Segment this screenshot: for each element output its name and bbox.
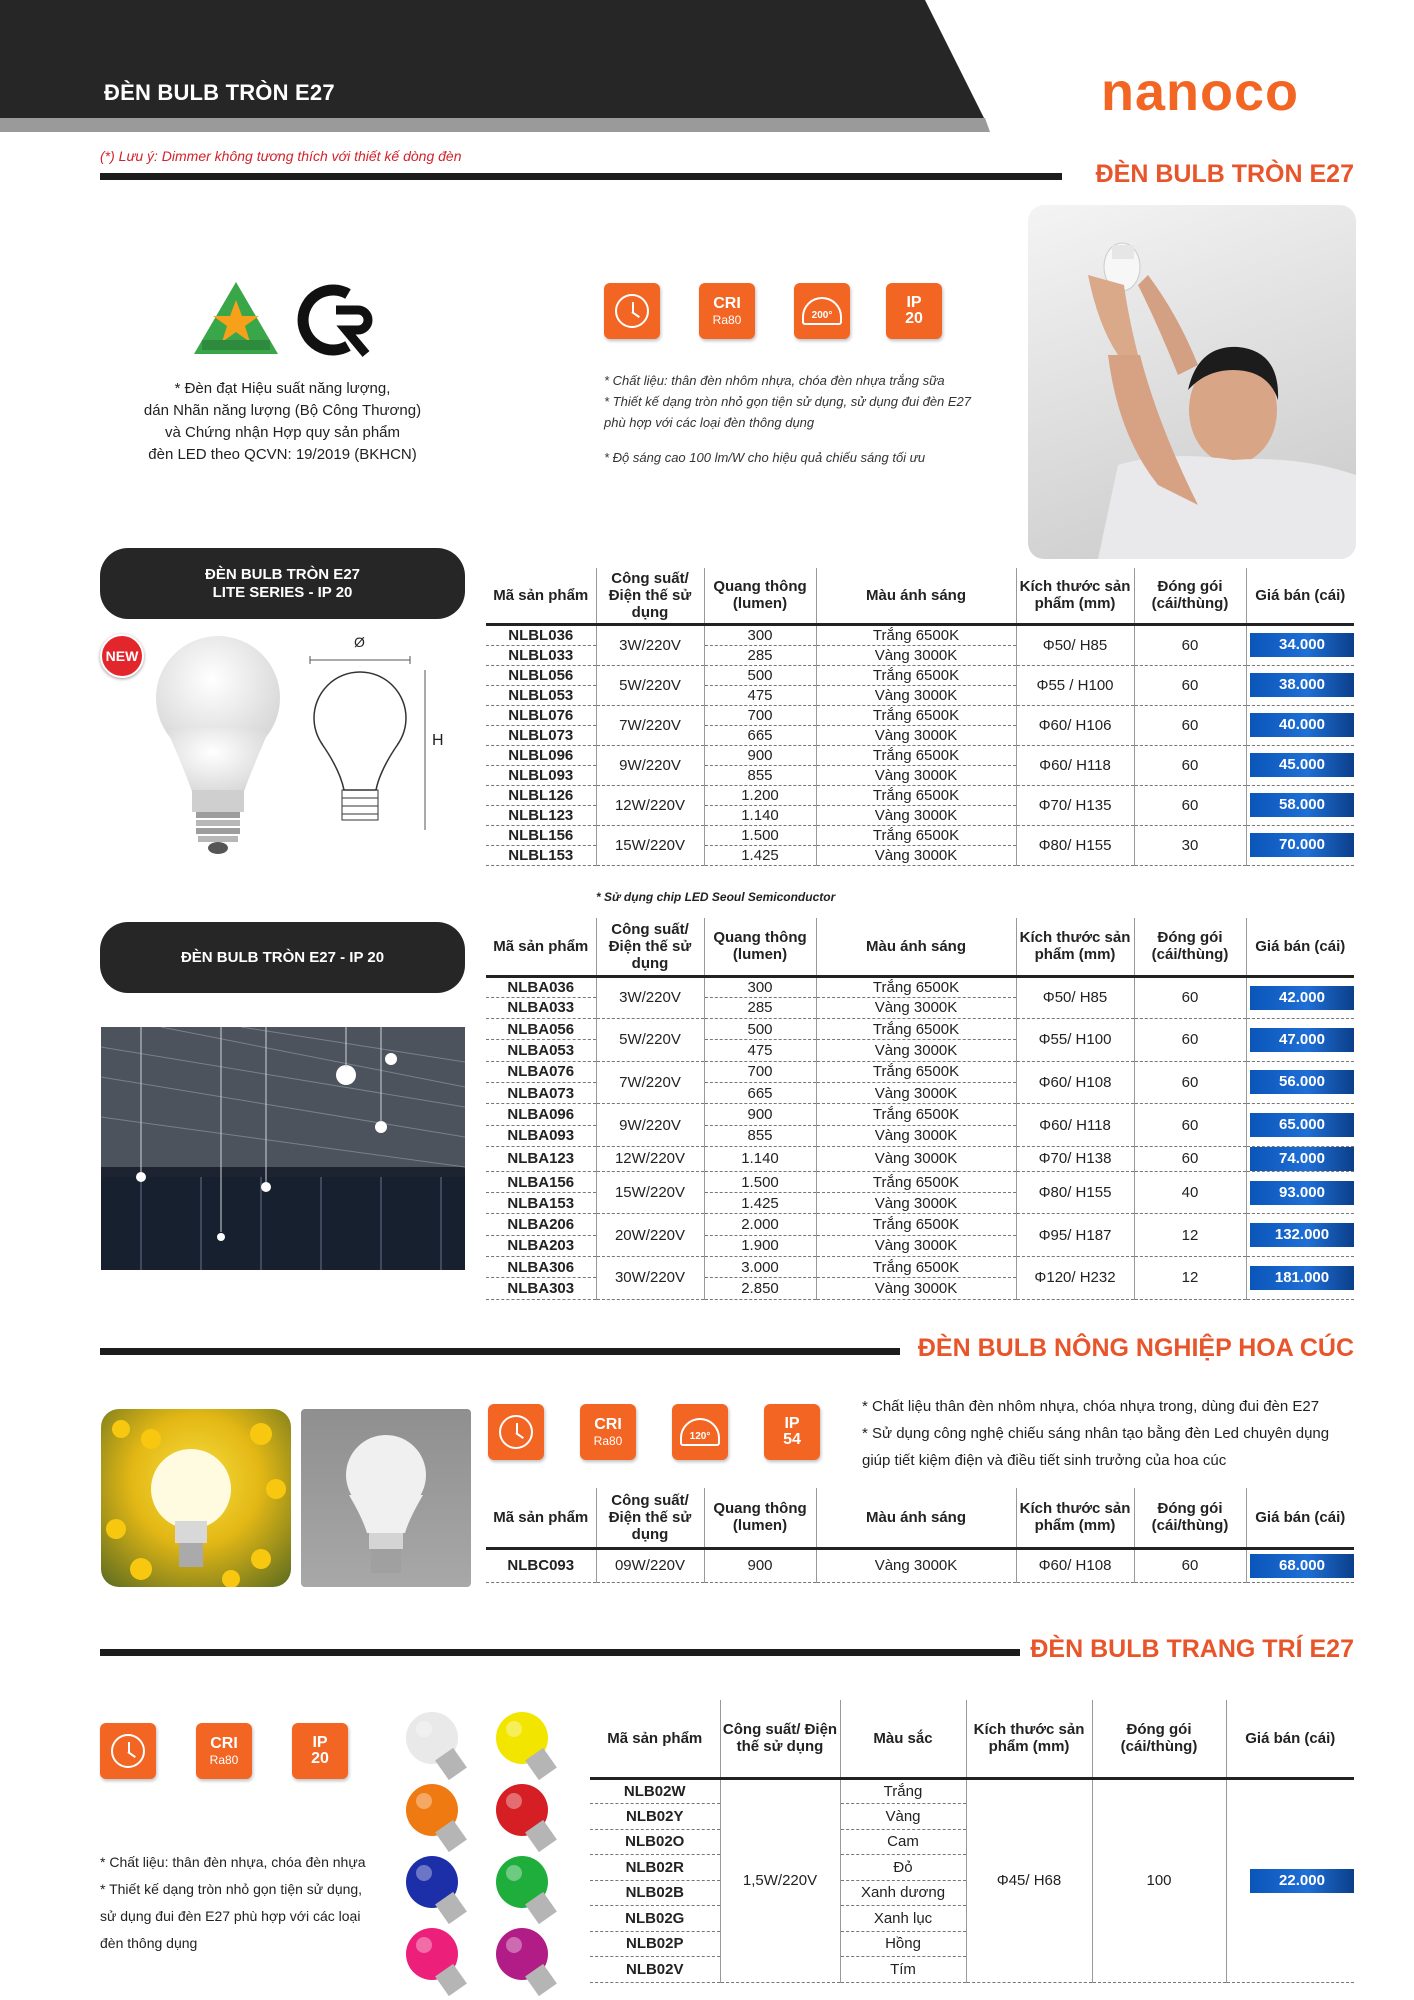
table-header-row — [486, 568, 1354, 624]
product-code: NLBA033 — [486, 997, 596, 1018]
lumen-cell: 900 — [704, 1104, 816, 1125]
light-color-cell: Trắng 6500K — [816, 1104, 1016, 1125]
light-color-cell: Vàng 3000K — [816, 1278, 1016, 1299]
price-tag: 132.000 — [1250, 1223, 1354, 1247]
ip-rating-icon: IP 54 — [764, 1404, 820, 1460]
column-header: Công suất/ Điện thế sử dụng — [596, 568, 704, 624]
table-row — [486, 1061, 1354, 1082]
lumen-cell: 855 — [704, 765, 816, 785]
table-row — [486, 1548, 1354, 1582]
product-code: NLBA306 — [486, 1257, 596, 1278]
pack-cell: 60 — [1134, 1104, 1246, 1147]
size-cell: Φ95/ H187 — [1016, 1214, 1134, 1257]
table-row — [486, 624, 1354, 645]
light-color-cell: Vàng 3000K — [816, 845, 1016, 865]
warehouse-photo — [101, 1027, 465, 1270]
color-bulb — [406, 1784, 467, 1852]
energy-label-icon — [192, 280, 280, 361]
column-header: Quang thông (lumen) — [704, 918, 816, 976]
lumen-cell: 700 — [704, 705, 816, 725]
lumen-cell: 300 — [704, 976, 816, 997]
column-header: Màu ánh sáng — [816, 568, 1016, 624]
table-row — [486, 1171, 1354, 1192]
table-row — [486, 705, 1354, 725]
cr-certification-icon — [296, 284, 374, 363]
product-code: NLB02Y — [590, 1804, 720, 1830]
color-name-cell: Vàng — [840, 1804, 966, 1830]
price-tag: 93.000 — [1250, 1181, 1354, 1205]
light-color-cell: Trắng 6500K — [816, 705, 1016, 725]
table-row — [590, 1778, 1354, 1804]
light-color-cell: Trắng 6500K — [816, 825, 1016, 845]
column-header: Công suất/ Điện thế sử dụng — [596, 1488, 704, 1548]
column-header: Kích thước sản phẩm (mm) — [966, 1700, 1092, 1778]
pack-cell: 12 — [1134, 1214, 1246, 1257]
lumen-cell: 1.425 — [704, 1193, 816, 1214]
power-cell: 20W/220V — [596, 1214, 704, 1257]
price-tag: 68.000 — [1250, 1554, 1354, 1578]
power-cell: 09W/220V — [596, 1548, 704, 1582]
color-bulb — [406, 1712, 467, 1780]
price-cell — [1246, 705, 1354, 745]
certification-text: * Đèn đạt Hiệu suất năng lượng, dán Nhãn năng lượng (Bộ Công Thương) và Chứng nhận Hợp quy sản phẩm đèn LED theo QCVN: 19/2019 (BKHCN) — [143, 380, 422, 463]
code-cell: NLBC093 — [486, 1548, 596, 1582]
table-row — [486, 1257, 1354, 1278]
brand-logo-text: nanoco — [1101, 64, 1300, 122]
size-cell: Φ60/ H106 — [1016, 705, 1134, 745]
size-cell: Φ55/ H100 — [1016, 1019, 1134, 1062]
product-code: NLBL153 — [486, 845, 596, 865]
color-name-cell: Hồng — [840, 1931, 966, 1957]
bulb-product-image — [148, 628, 288, 863]
lifetime-clock-icon — [100, 1723, 156, 1779]
price-tag: 74.000 — [1250, 1147, 1354, 1171]
light-color-cell: Vàng 3000K — [816, 1082, 1016, 1103]
lumen-cell: 300 — [704, 624, 816, 645]
color-bulb — [496, 1784, 557, 1852]
section-rule — [100, 173, 1062, 180]
product-code: NLB02G — [590, 1906, 720, 1932]
color-name-cell: Xanh dương — [840, 1880, 966, 1906]
product-code: NLBL156 — [486, 825, 596, 845]
price-cell — [1246, 624, 1354, 665]
lifetime-clock-icon — [488, 1404, 544, 1460]
price-cell — [1246, 1019, 1354, 1062]
lifetime-clock-icon — [604, 283, 660, 339]
lite-series-label: ĐÈN BULB TRÒN E27 LITE SERIES - IP 20 — [100, 548, 465, 619]
column-header: Đóng gói (cái/thùng) — [1134, 1488, 1246, 1548]
price-tag: 70.000 — [1250, 833, 1354, 857]
price-tag: 58.000 — [1250, 793, 1354, 817]
pack-cell: 60 — [1134, 976, 1246, 1019]
product-code: NLBA096 — [486, 1104, 596, 1125]
lumen-cell: 475 — [704, 685, 816, 705]
dimension-drawing — [300, 634, 450, 845]
ip-rating-icon: IP 20 — [292, 1723, 348, 1779]
pack-cell: 40 — [1134, 1171, 1246, 1214]
light-color-cell: Trắng 6500K — [816, 624, 1016, 645]
price-tag: 56.000 — [1250, 1070, 1354, 1094]
pack-cell: 60 — [1134, 1146, 1246, 1171]
price-tag: 65.000 — [1250, 1113, 1354, 1137]
product-code: NLBA153 — [486, 1193, 596, 1214]
product-code: NLB02P — [590, 1931, 720, 1957]
color-bulb — [406, 1928, 467, 1996]
light-color-cell: Vàng 3000K — [816, 1146, 1016, 1171]
product-code: NLBL033 — [486, 645, 596, 665]
header-title: ĐÈN BULB TRÒN E27 — [104, 80, 335, 105]
column-header: Quang thông (lumen) — [704, 1488, 816, 1548]
new-badge: NEW — [100, 634, 144, 678]
price-cell — [1246, 1214, 1354, 1257]
column-header: Công suất/ Điện thế sử dụng — [720, 1700, 840, 1778]
light-color-cell: Vàng 3000K — [816, 765, 1016, 785]
size-cell: Φ50/ H85 — [1016, 624, 1134, 665]
price-tag: 22.000 — [1250, 1869, 1354, 1893]
product-code: NLBL036 — [486, 624, 596, 645]
section1-features: * Chất liệu: thân đèn nhôm nhựa, chóa đèn nhựa trắng sữa * Thiết kế dạng tròn nhỏ gọn tiện sử dụng, sử dụng đui đèn E27 phù hợp với các loại đèn thông dụng * Độ sáng cao 100 lm/W cho hiệu quả chiếu sáng tối ưu — [604, 373, 972, 465]
power-cell: 1,5W/220V — [720, 1778, 840, 1982]
size-cell: Φ60/ H118 — [1016, 1104, 1134, 1147]
product-code: NLBA076 — [486, 1061, 596, 1082]
power-cell: 9W/220V — [596, 1104, 704, 1147]
lumen-cell: 1.140 — [704, 1146, 816, 1171]
light-color-cell: Trắng 6500K — [816, 1214, 1016, 1235]
column-header: Quang thông (lumen) — [704, 568, 816, 624]
power-cell: 9W/220V — [596, 745, 704, 785]
table-row — [486, 1019, 1354, 1040]
section-title-deco: ĐÈN BULB TRANG TRÍ E27 — [1030, 1635, 1354, 1663]
lumen-cell: 2.000 — [704, 1214, 816, 1235]
color-bulb — [496, 1712, 557, 1780]
light-color-cell: Vàng 3000K — [816, 1125, 1016, 1146]
lumen-cell: 285 — [704, 645, 816, 665]
table-header-row — [486, 1488, 1354, 1548]
size-cell: Φ60/ H118 — [1016, 745, 1134, 785]
power-cell: 3W/220V — [596, 976, 704, 1019]
column-header: Màu ánh sáng — [816, 918, 1016, 976]
column-header: Đóng gói (cái/thùng) — [1092, 1700, 1226, 1778]
lumen-cell: 500 — [704, 665, 816, 685]
light-color-cell: Trắng 6500K — [816, 1257, 1016, 1278]
price-cell — [1246, 976, 1354, 1019]
size-cell: Φ80/ H155 — [1016, 1171, 1134, 1214]
size-cell: Φ80/ H155 — [1016, 825, 1134, 865]
column-header: Kích thước sản phẩm (mm) — [1016, 568, 1134, 624]
light-color-cell: Vàng 3000K — [816, 685, 1016, 705]
pack-cell: 30 — [1134, 825, 1246, 865]
light-color-cell: Vàng 3000K — [816, 645, 1016, 665]
pack-cell: 60 — [1134, 665, 1246, 705]
agri-table — [486, 1488, 1354, 1583]
table-row — [486, 825, 1354, 845]
price-cell — [1246, 825, 1354, 865]
price-cell — [1246, 1257, 1354, 1300]
header-stripe — [0, 118, 990, 132]
size-cell: Φ50/ H85 — [1016, 976, 1134, 1019]
power-cell: 12W/220V — [596, 785, 704, 825]
product-code: NLBL053 — [486, 685, 596, 705]
column-header: Giá bán (cái) — [1246, 1488, 1354, 1548]
product-code: NLBA053 — [486, 1040, 596, 1061]
color-name-cell: Cam — [840, 1829, 966, 1855]
price-cell — [1246, 745, 1354, 785]
lumen-cell: 285 — [704, 997, 816, 1018]
table-row — [486, 1146, 1354, 1171]
power-cell: 5W/220V — [596, 665, 704, 705]
light-color-cell: Trắng 6500K — [816, 785, 1016, 805]
cri-icon: CRI Ra80 — [196, 1723, 252, 1779]
pack-cell: 60 — [1134, 745, 1246, 785]
ip20-series-label: ĐÈN BULB TRÒN E27 - IP 20 — [100, 922, 465, 993]
product-code: NLBL076 — [486, 705, 596, 725]
price-tag: 181.000 — [1250, 1266, 1354, 1290]
price-cell — [1246, 665, 1354, 705]
cri-icon: CRI Ra80 — [699, 283, 755, 339]
column-header: Kích thước sản phẩm (mm) — [1016, 1488, 1134, 1548]
product-code: NLB02W — [590, 1778, 720, 1804]
lumen-cell: 1.500 — [704, 1171, 816, 1192]
brand-logo — [1101, 64, 1356, 135]
power-cell: 7W/220V — [596, 705, 704, 745]
product-code: NLBL096 — [486, 745, 596, 765]
price-cell — [1246, 1061, 1354, 1104]
pack-cell: 60 — [1134, 705, 1246, 745]
column-header: Mã sản phẩm — [493, 586, 589, 604]
header-banner — [0, 0, 1000, 134]
decorative-bulbs — [400, 1708, 590, 2000]
deco-features: * Chất liệu: thân đèn nhựa, chóa đèn nhựa * Thiết kế dạng tròn nhỏ gọn tiện sử dụng, sử dụng đui đèn E27 phù hợp với các loại đèn thông dụng — [100, 1854, 366, 1951]
column-header: Kích thước sản phẩm (mm) — [1016, 918, 1134, 976]
power-cell: 3W/220V — [596, 624, 704, 665]
lumen-cell: 700 — [704, 1061, 816, 1082]
product-code: NLBL056 — [486, 665, 596, 685]
agri-bulb-image — [301, 1409, 471, 1587]
diameter-symbol: Ø — [354, 634, 365, 650]
product-code: NLB02B — [590, 1880, 720, 1906]
lumen-cell: 1.425 — [704, 845, 816, 865]
installation-photo — [1028, 205, 1356, 559]
product-code: NLBL073 — [486, 725, 596, 745]
dimmer-note: (*) Lưu ý: Dimmer không tương thích với thiết kế dòng đèn — [100, 148, 462, 164]
light-color-cell: Trắng 6500K — [816, 745, 1016, 765]
product-code: NLBA123 — [486, 1146, 596, 1171]
product-code: NLBL123 — [486, 805, 596, 825]
color-name-cell: Tím — [840, 1957, 966, 1983]
lumen-cell: 665 — [704, 725, 816, 745]
section-title-agri: ĐÈN BULB NÔNG NGHIỆP HOA CÚC — [917, 1334, 1354, 1362]
product-code: NLBA303 — [486, 1278, 596, 1299]
table-header-row — [486, 918, 1354, 976]
power-cell: 7W/220V — [596, 1061, 704, 1104]
power-cell: 12W/220V — [596, 1146, 704, 1171]
height-symbol: H — [432, 732, 444, 749]
product-code: NLBA156 — [486, 1171, 596, 1192]
price-tag: 45.000 — [1250, 753, 1354, 777]
section-title-bulb: ĐÈN BULB TRÒN E27 — [1095, 160, 1354, 188]
power-cell: 30W/220V — [596, 1257, 704, 1300]
price-cell — [1246, 1146, 1354, 1171]
table-row — [486, 1104, 1354, 1125]
deco-table — [590, 1700, 1354, 1983]
pack-cell: 60 — [1134, 1061, 1246, 1104]
color-bulb — [406, 1856, 467, 1924]
lumen-cell: 1.140 — [704, 805, 816, 825]
section-rule — [100, 1649, 1020, 1656]
pack-cell: 60 — [1134, 624, 1246, 665]
lumen-cell: 3.000 — [704, 1257, 816, 1278]
product-code: NLBA056 — [486, 1019, 596, 1040]
power-cell: 15W/220V — [596, 825, 704, 865]
column-header: Màu ánh sáng — [816, 1488, 1016, 1548]
product-code: NLBA203 — [486, 1235, 596, 1256]
price-cell — [1246, 785, 1354, 825]
lumen-cell: 1.200 — [704, 785, 816, 805]
color-name-cell: Đỏ — [840, 1855, 966, 1881]
light-color-cell: Vàng 3000K — [816, 1040, 1016, 1061]
table-header-row — [590, 1700, 1354, 1778]
column-header: Mã sản phẩm — [493, 1508, 589, 1526]
price-tag: 47.000 — [1250, 1028, 1354, 1052]
price-tag: 38.000 — [1250, 673, 1354, 697]
power-cell: 5W/220V — [596, 1019, 704, 1062]
column-header: Giá bán (cái) — [1226, 1700, 1354, 1778]
product-code: NLBA073 — [486, 1082, 596, 1103]
light-color-cell: Vàng 3000K — [816, 1193, 1016, 1214]
lumen-cell: 665 — [704, 1082, 816, 1103]
size-cell: Φ60/ H108 — [1016, 1548, 1134, 1582]
column-header: Giá bán (cái) — [1246, 918, 1354, 976]
table-row — [486, 665, 1354, 685]
size-cell: Φ120/ H232 — [1016, 1257, 1134, 1300]
pack-cell: 100 — [1092, 1778, 1226, 1982]
column-header: Đóng gói (cái/thùng) — [1134, 918, 1246, 976]
product-code: NLB02V — [590, 1957, 720, 1983]
price-cell — [1226, 1778, 1354, 1982]
column-header: Đóng gói (cái/thùng) — [1134, 568, 1246, 624]
ip20-series-table — [486, 918, 1354, 1300]
column-header: Mã sản phẩm — [493, 937, 589, 955]
product-code: NLB02O — [590, 1829, 720, 1855]
lumen-cell: 475 — [704, 1040, 816, 1061]
product-code: NLBA093 — [486, 1125, 596, 1146]
power-cell: 15W/220V — [596, 1171, 704, 1214]
size-cell: Φ70/ H135 — [1016, 785, 1134, 825]
chip-footnote: * Sử dụng chip LED Seoul Semiconductor — [596, 890, 836, 904]
color-bulb — [496, 1856, 557, 1924]
light-color-cell: Trắng 6500K — [816, 665, 1016, 685]
color-name-cell: Trắng — [840, 1778, 966, 1804]
light-color-cell: Trắng 6500K — [816, 1171, 1016, 1192]
agri-features: * Chất liệu thân đèn nhôm nhựa, chóa nhựa trong, dùng đui đèn E27 * Sử dụng công nghệ chiếu sáng nhân tạo bằng đèn Led chuyên dụng giúp tiết kiệm điện và điều tiết sinh trưởng của hoa cúc — [862, 1398, 1330, 1469]
price-cell — [1246, 1548, 1354, 1582]
size-cell: Φ45/ H68 — [966, 1778, 1092, 1982]
lumen-cell: 900 — [704, 745, 816, 765]
price-tag: 34.000 — [1250, 633, 1354, 657]
light-color-cell: Vàng 3000K — [816, 805, 1016, 825]
price-tag: 40.000 — [1250, 713, 1354, 737]
beam-angle-icon: 200° — [794, 283, 850, 339]
product-code: NLBL093 — [486, 765, 596, 785]
price-cell — [1246, 1171, 1354, 1214]
product-code: NLBA206 — [486, 1214, 596, 1235]
product-code: NLB02R — [590, 1855, 720, 1881]
column-header: Mã sản phẩm — [607, 1729, 703, 1747]
chrysanthemum-photo — [101, 1409, 291, 1587]
price-cell — [1246, 1104, 1354, 1147]
lumen-cell: 1.500 — [704, 825, 816, 845]
price-tag: 42.000 — [1250, 986, 1354, 1010]
lumen-cell: 2.850 — [704, 1278, 816, 1299]
table-row — [486, 976, 1354, 997]
size-cell: Φ70/ H138 — [1016, 1146, 1134, 1171]
light-color-cell: Vàng 3000K — [816, 725, 1016, 745]
lumen-cell: 900 — [704, 1548, 816, 1582]
beam-angle-icon: 120° — [672, 1404, 728, 1460]
color-cell: Vàng 3000K — [816, 1548, 1016, 1582]
size-cell: Φ60/ H108 — [1016, 1061, 1134, 1104]
pack-cell: 12 — [1134, 1257, 1246, 1300]
color-bulb — [496, 1928, 557, 1996]
table-row — [486, 785, 1354, 805]
pack-cell: 60 — [1134, 785, 1246, 825]
ip-rating-icon: IP 20 — [886, 283, 942, 339]
product-code: NLBA036 — [486, 976, 596, 997]
lumen-cell: 500 — [704, 1019, 816, 1040]
cri-icon: CRI Ra80 — [580, 1404, 636, 1460]
column-header: Giá bán (cái) — [1246, 568, 1354, 624]
light-color-cell: Vàng 3000K — [816, 1235, 1016, 1256]
color-name-cell: Xanh lục — [840, 1906, 966, 1932]
light-color-cell: Trắng 6500K — [816, 1019, 1016, 1040]
light-color-cell: Vàng 3000K — [816, 997, 1016, 1018]
lumen-cell: 855 — [704, 1125, 816, 1146]
table-row — [486, 1214, 1354, 1235]
pack-cell: 60 — [1134, 1019, 1246, 1062]
column-header: Màu sắc — [840, 1700, 966, 1778]
column-header: Công suất/ Điện thế sử dụng — [596, 918, 704, 976]
product-code: NLBL126 — [486, 785, 596, 805]
size-cell: Φ55 / H100 — [1016, 665, 1134, 705]
section-rule — [100, 1348, 900, 1355]
pack-cell: 60 — [1134, 1548, 1246, 1582]
lite-series-table — [486, 568, 1354, 866]
table-row — [486, 745, 1354, 765]
light-color-cell: Trắng 6500K — [816, 1061, 1016, 1082]
lumen-cell: 1.900 — [704, 1235, 816, 1256]
light-color-cell: Trắng 6500K — [816, 976, 1016, 997]
